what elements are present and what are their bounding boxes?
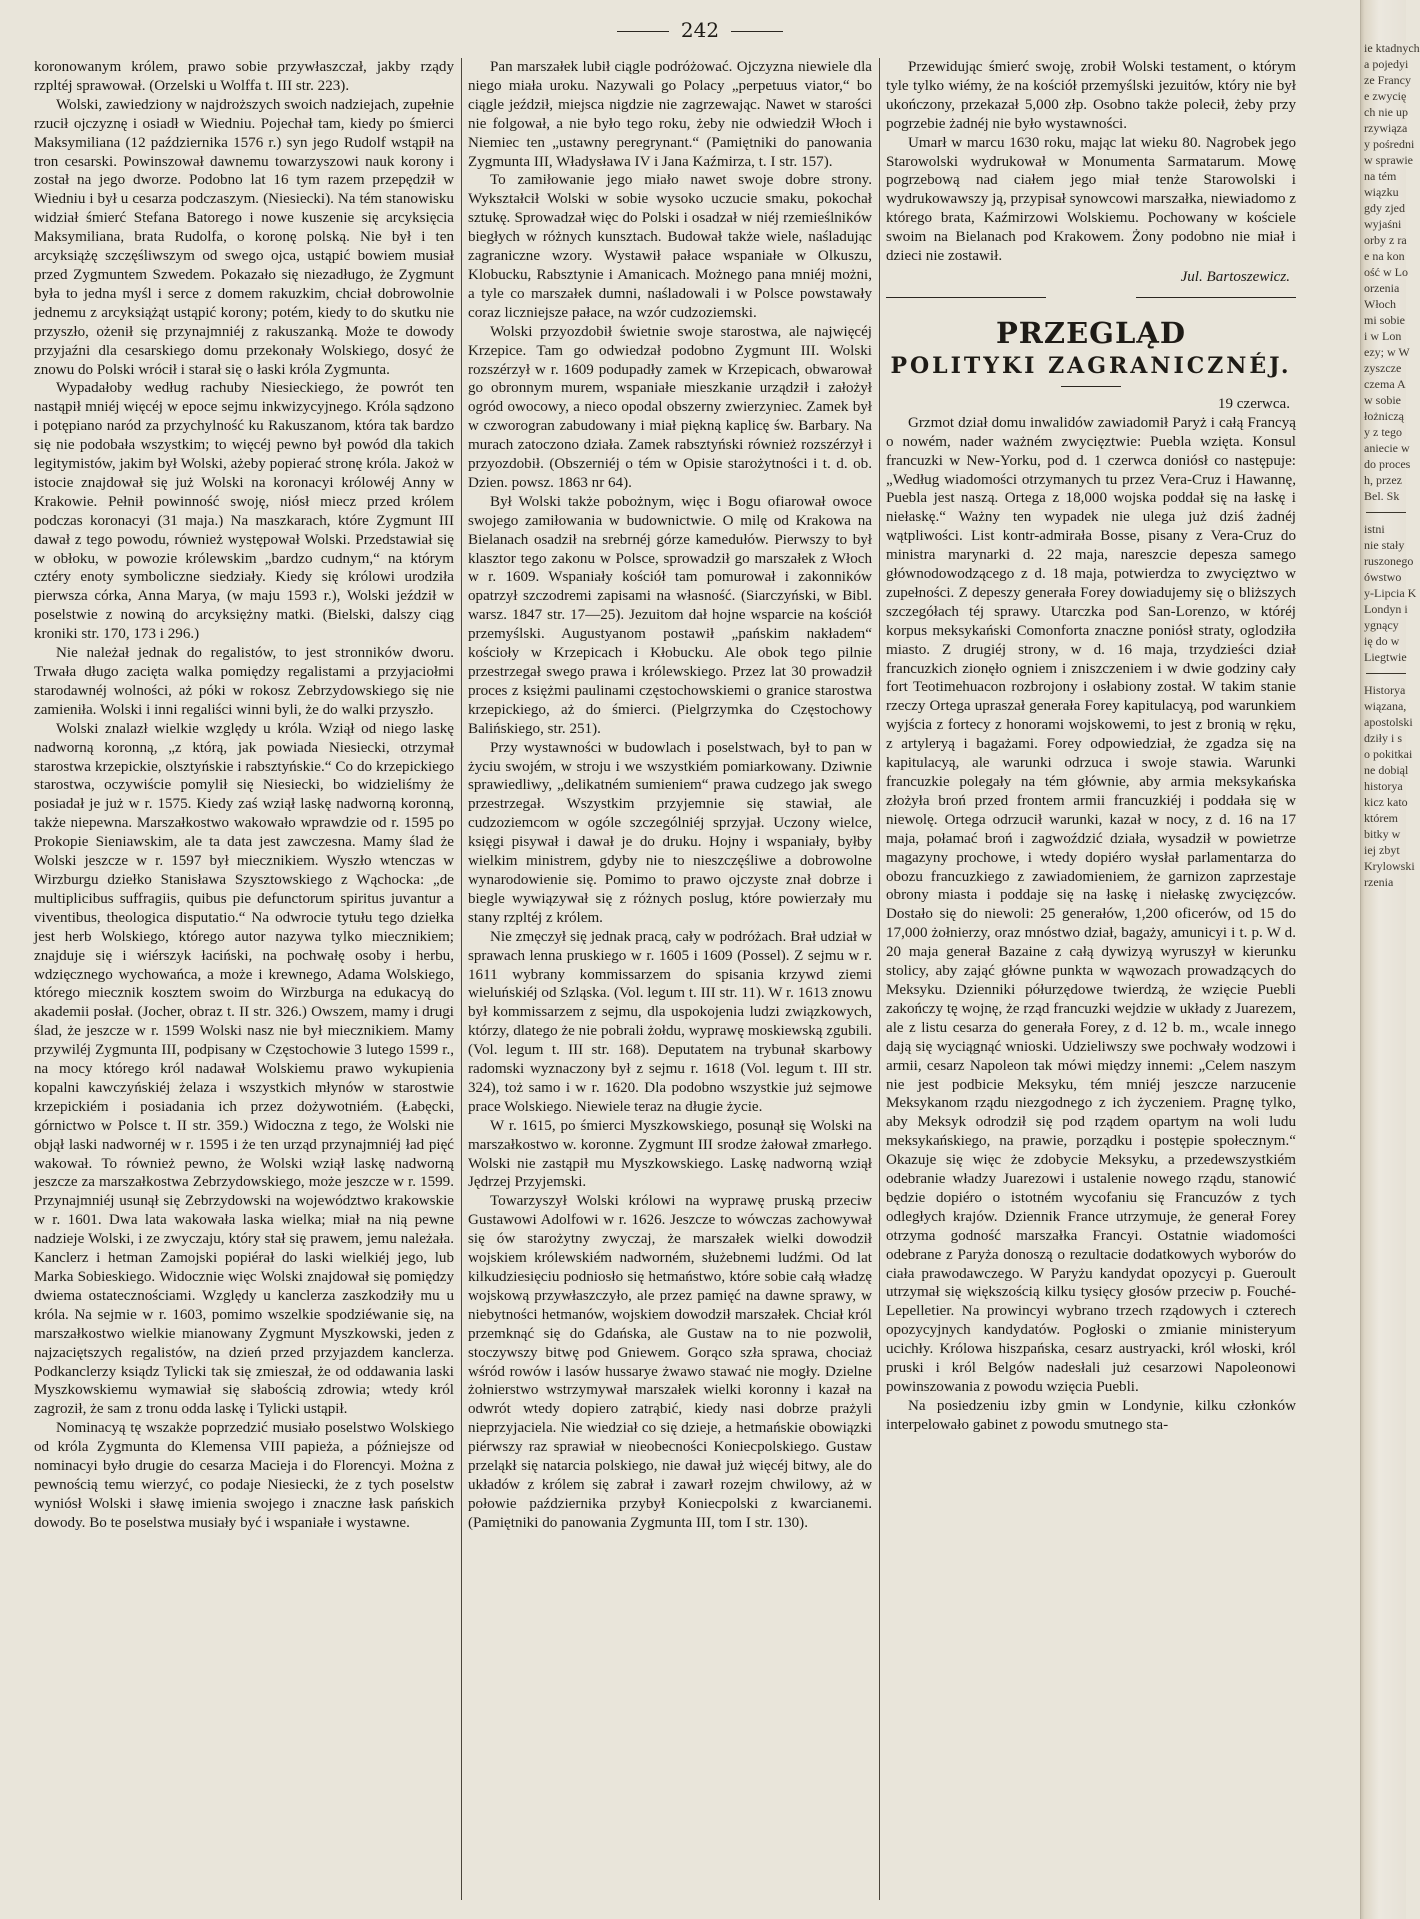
edge-line: y-Lipcia K	[1364, 586, 1417, 600]
article-paragraph: Umarł w marcu 1630 roku, mając lat wieku 80. Nagrobek jego Starowolski wydrukował w Monumenta Sarmatarum. Mowę pogrzebową nad ciałem jego miał tenże Starowolski i wydrukowawszy ją, przypisał synowcowi marszałka, niewiadomo z którego brata, Kaźmirzowi Wolskiemu. Pochowany w kościele swoim na Bielanach pod Krakowem. Żony podobno nie miał i dzieci nie zostawił.	[886, 134, 1296, 265]
header-rule-left	[617, 31, 669, 32]
article-paragraph: Nominacyą tę wszakże poprzedzić musiało poselstwo Wolskiego od króla Zygmunta do Klemensa VIII papieża, a późniejsze od nominacyi było drugie do cesarza Macieja i do Florencyi. Można z pewnością temu wierzyć, co podaje Niesiecki, że z tych poselstw wyniósł Wolski i sławę imienia swojego i znaczne łask pańskich dowody. Bo te poselstwa musiały być i wspaniałe i wystawne.	[34, 1420, 454, 1531]
edge-line: aniecie w	[1364, 441, 1410, 455]
edge-line: y z tego	[1364, 425, 1402, 439]
edge-line: iej zbyt	[1364, 843, 1400, 857]
edge-line: zyszcze	[1364, 361, 1402, 375]
next-page-edge-text	[1361, 0, 1420, 890]
header-rule-right	[731, 31, 783, 32]
edge-line: ezy; w W	[1364, 345, 1410, 359]
section-separator	[886, 287, 1296, 304]
edge-line: istni	[1364, 522, 1385, 536]
article-paragraph: Wolski przyozdobił świetnie swoje starostwa, ale najwięcéj Krzepice. Tam go odwiedzał podobno Zygmunt III. Wolski rozszérzył w r. 1609 podupadły zamek w Krzepicach, obwarował go obronnym murem, wspaniałe mieszkanie urządził i założył ogród owocowy, a nieco opodal obszerny zwierzyniec. Zamek był w czworogran zabudowany i miał piękną kaplicę św. Barbary. Na murach zatoczono działa. Zamek rabsztyński również rozszérzył i przyozdobił. (Obszerniéj o tém w Opisie starożytności i t. d. ob. Dzien. powsz. 1863 nr 64).	[468, 323, 872, 491]
dateline: 19 czerwca.	[1217, 395, 1290, 412]
edge-line: łożniczą	[1364, 409, 1404, 423]
edge-line: którem	[1364, 811, 1398, 825]
edge-rule	[1366, 512, 1406, 513]
column-divider	[461, 58, 462, 1900]
article-paragraph: Wypadałoby według rachuby Niesieckiego, że powrót ten nastąpił mniéj więcéj w epoce sejmu inkwizycyjnego. Króla sądzono i potępiano naród za przychylność ku Rakuszanom, która tak bardzo się nie podobała wszystkim; to więcéj pewno był powód dla takich legitymistów, jakim był Wolski, ażeby popierać stronę króla. Jakoż w istocie znajdował się już Wolski na koronacyi królowéj Anny w Krakowie. Pełnił powinność swoję, niósł miecz przed królem podczas koronacyi (31 maja.) Na maszkarach, które Zygmunt III dawał z tego powodu, również występował Wolski. Przedstawiał się w obłoku, w powozie królewskim „bardzo cudnym,“ na którym cztéry enoty symboliczne siedziały. Kiedy się królowi urodziła pierwsza córka, Anna Marya, (w maju 1593 r.), Wolski jeździł w poselstwie z nowiną do arcyksiężny matki. (Bielski, dalszy ciąg kroniki str. 170, 173 i 296.)	[34, 380, 454, 643]
edge-line: rzywiąza	[1364, 121, 1408, 135]
column-1	[34, 58, 454, 1900]
edge-line: ch nie up	[1364, 105, 1408, 119]
edge-line: ze Francy	[1364, 73, 1411, 87]
section-title: PRZEGLĄD	[996, 315, 1186, 350]
review-paragraph: Grzmot dział domu inwalidów zawiadomił Paryż i całą Francyą o nowém, nader ważném zwycięztwie: Puebla wzięta. Konsul francuzki w New-Yorku, pod d. 1 czerwca doniósł co następuje: „Według wiadomości otrzymanych tu przez Vera-Cruz i Hawannę, Puebla jest naszą. Ortega z 18,000 wojska poddał się na łaskę i niełaskę.“ Ważny ten wypadek nie ulega już dziś żadnéj wątpliwości. List kontr-admirała Bosse, pisany z Vera-Cruz do ministra marynarki d. 22 maja, nareszcie depesza samego głównodowodzącego z d. 18 maja, potwierdza to zwycięztwo w zupełności. Z depeszy generała Forey dowiadujemy się o bliższych szczegółach téj sprawy. Utarczka pod San-Lorenzo, w któréj korpus meksykański Comonforta znaczne poniósł straty, oglodziła miasto. Z drugiéj strony, w d. 16 maja, trzydzieści dział francuzkich zionęło ogniem i zniszczeniem i w dwie godziny cały fort Teotimehuacon rozbrojony i osłabiony został. W takim stanie rzeczy Ortega upraszał generała Forey kapitulacyą, pod warunkiem wyjścia z fortecy z honorami wojskowemi, to jest z bronią w ręku, z artyleryą i bagażami. Forey odpowiedział, że zgadza się na kapitulacyą, ale warunki odrzuca i swoje stawia. Warunki francuzkie polegały na tém głównie, aby armia meksykańska złożyła broń przed frontem armii francuzkiéj i poddała się w niewolę. Ortega odrzucił warunki, kazał w nocy, z d. 16 na 17 maja, połamać broń i zagwoździć działa, wysadził w powietrze magazyny prochowe, i wtedy dopiéro wysłał parlamentarza do obozu francuzkiego z zawiadomieniem, że garnizon zaprzestaje obrony miasta i poddaje się na łaskę i niełaskę zwycięzców. Dostało się do niewoli: 25 generałów, 1,200 oficerów, od 15 do 17,000 żołnierzy, oraz mnóstwo dział, bagaży, amunicyi i t. p. W d. 20 maja generał Bazaine z całą dywizyą wyruszył w kierunku stolicy, aby zająć główne punkta w wąwozach prowadzących do Meksyku. Dzienniki półurzędowe twierdzą, że wzięcie Puebli zakończy tę wojnę, że rząd francuzki wejdzie w układy z Juarezem, ale z listu cesarza do generała Forey, z d. 12 b. m., wcale innego dają się wyciągnąć wnioski. Udzieliwszy swe pochwały wodzowi i armii, cesarz Napoleon tak mówi między innemi: „Celem naszym nie jest podbicie Meksyku, tém mniéj jeszcze narzucenie Meksykanom rządu niezgodnego z ich życzeniem. Pragnę tylko, aby Meksyk odrodził się pod rządem opartym na woli ludu meksykańskiego, na prawie, porządku i postępie społecznym.“ Okazuje się więc że zdobycie Meksyku, a przedewszystkiém odebranie władzy Juarezowi i ustalenie nowego rządu, stanowić będzie dopiéro o istotném wycofaniu się Francuzów z tych odległych krajów. Dziennik France utrzymuje, że generał Forey otrzyma godność marszałka Francyi. Ostatnie wiadomości odebrane z Paryża donoszą o rezultacie dodatkowych wyborów do ciała prawodawczego. W Paryżu kandydat opozycyi p. Gueroult utrzymał się większością kilku tysięcy głosów przeciw p. Fouché-Lepelletier. Na prowincyi wybrano trzech rządowych i czterech opozycyjnych kandydatów. Pogłoski o zmianie ministeryum ucichły. Królowa hiszpańska, cesarz austryacki, król włoski, król pruski i król Belgów nadesłali już cesarzowi Napoleonowi powinszowania z powodu wzięcia Puebli.	[886, 414, 1296, 1395]
separator-rule-left	[886, 297, 1046, 298]
edge-line: ruszonego	[1364, 554, 1414, 568]
article-paragraph: Przewidując śmierć swoję, zrobił Wolski testament, o którym tyle tylko wiémy, że na kościół przemyślski jezuitów, który nie był ukończony, przekazał 5,000 złp. Osobno także polecił, żeby przy pogrzebie żadnéj nie było wystawności.	[886, 59, 1296, 132]
title-rule	[1061, 386, 1121, 387]
edge-line: ie ktadnych	[1364, 41, 1420, 55]
next-page-edge	[1360, 0, 1420, 1919]
edge-line: orzenia	[1364, 281, 1400, 295]
edge-line: Włoch	[1364, 297, 1396, 311]
article-paragraph: Był Wolski także pobożnym, więc i Bogu ofiarował owoce swojego zamiłowania w budownictwie. O milę od Krakowa na Bielanach osadził na srebrnéj górze kamedułów. Pierwszy to był klasztor tego zakonu w Polsce, sprowadził go marszałek z Włoch w r. 1609. Wspaniały kościół tam pomurował i zakonników opatrzył szczodremi zapisami na własność. (Siarczyński, w Bibl. warsz. 1847 str. 17—25). Jezuitom dał hojne wsparcie na kościół przemyślski. Augustyanom postawił „pańskim nakładem“ kościoły w Krzepicach i Kłobucku. Ale obok tego pilnie przestrzegał swego prawa i królewskiego. Przez lat 30 prowadził proces z księżmi paulinami częstochowskiemi o granice starostwa krzepickiego, aż do śmierci. (Pielgrzymka do Częstochowy Balińskiego, str. 251).	[468, 493, 872, 737]
edge-line: orby z ra	[1364, 233, 1407, 247]
edge-line: kicz kato	[1364, 795, 1408, 809]
edge-line: ne dobiąl	[1364, 763, 1409, 777]
edge-rule	[1366, 673, 1406, 674]
article-paragraph: Wolski znalazł wielkie względy u króla. Wziął od niego laskę nadworną koronną, „z którą, jak powiada Niesiecki, otrzymał starostwa krzepickie, olsztyńskie i rabsztyńskie.“ Co do krzepickiego starostwa, oczywiście pomylił się Niesiecki, bo widzieliśmy że posiadał je już w r. 1575. Kiedy zaś wziął laskę nadworną koronną, także niepewna. Marszałkostwo wakowało wprawdzie od r. 1595 po Prokopie Sieniawskim, ale ta data jest zawczesna. Mamy ślad że Wolski jeszcze w r. 1597 był miecznikiem. Wyszło wtenczas w Wirzburgu dziełko Stanisława Szysztowskiego z Wąchocka: „de multiplicibus suffragiis, quibus pie defunctorum spiritus juvantur a viventibus, theologica disputatio.“ Na odwrocie tytułu tego dziełka jest herb Wolskiego, którego autor nazywa tylko miecznikiem; znajduje się i wiérszyk łaciński, na pochwałę osoby i herbu, wdzięcznego wychowańca, a może i krewnego, Adama Wolskiego, którego miecznik kosztem swoim do Wirzburga na edukacyą do akademii posłał. (Jocher, obraz t. II str. 326.) Owszem, mamy i drugi ślad, że jeszcze w r. 1599 Wolski nasz nie był miecznikiem. Mamy przywiléj Zygmunta III, podpisany w Częstochowie 3 lutego 1599 r., na mocy którego król nadawał Wolskiemu prawo wykupienia kopalni kawczyńskiéj żelaza i wszystkich młynów w starostwie krzepickiém i posiadania ich przez dożywotniém. (Łabęcki, górnictwo w Polsce t. II str. 359.) Widoczna z tego, że Wolski nie objął laski nadwornéj w r. 1595 i że ten urząd przynajmniéj ład pięć wakował. To również pewno, że Wolski wziął laskę nadworną jeszcze za marszałkostwa Zebrzydowskiego, może jeszcze w r. 1599. Przynajmniéj usunął się Zebrzydowski na województwo krakowskie w r. 1601. Dwa lata wakowała laska wielka; miał na nią pewne nadzieje Wolski, i ze zwyczaju, który stał się prawem, jemu należała. Kanclerz i hetman Zamojski popiérał do laski wielkiéj jego, lub Marka Sobieskiego. Widocznie więc Wolski znajdował się pomiędzy dwiema ostatecznościami. Względy u kanclerza zaszkodziły mu u króla. Na sejmie w r. 1603, pomimo wszelkie spodziéwanie się, na marszałkostwo wielkie mianowany Zygmunt Myszkowski, jeden z najzaciętszych regalistów, na dzień przed przyjazdem kanclerza. Podkanclerzy ksiądz Tylicki tak się zmieszał, że od oddawania laski Myszkowskiemu wymawiał się słabością zdrowia; wtedy król zagroził, że sam z tronu odda laskę i Tylicki ustąpił.	[34, 720, 454, 1418]
edge-line: Krylowski	[1364, 859, 1415, 873]
edge-line: wiązana,	[1364, 699, 1407, 713]
edge-line: Londyn i	[1364, 602, 1408, 616]
article-signature: Jul. Bartoszewicz.	[1180, 268, 1290, 285]
article-paragraph: Przy wystawności w budowlach i poselstwach, był to pan w życiu swojém, w stroju i we wszystkiém pomiarkowany. Dziwnie sprawiedliwy, „delikatném sumieniem“ prawa cudzego jak swego przestrzegał. Wszystkim przyjemnie się stawiał, ale cudzoziemcom w ogóle szczególniéj sprzyjał. Uczony wielce, księgi pisywał i dawał je do druku. Hojny i wspaniały, byłby wielkim ministrem, gdyby nie to nieszczęśliwe a dobrowolne wynarodowienie się. Pomimo to prawo ojczyste znał dobrze i biegle wywiązywał się z różnych poslug, które powierzały mu stany rzpltéj z królem.	[468, 739, 872, 926]
edge-line: nie stały	[1364, 538, 1405, 552]
article-paragraph: Pan marszałek lubił ciągle podróżować. Ojczyzna niewiele dla niego miała uroku. Nazywali go Polacy „perpetuus viator,“ bo ciągle jeździł, miejsca nigdzie nie zagrzewając. Nawet w starości nie folgował, a nie było tego roku, żeby nie odwiedził Włoch i Niemiec ten „ustawny peregrynant.“ (Pamiętniki do panowania Zygmunta III, Władysława IV i Jana Kaźmirza, t. I str. 157).	[468, 59, 872, 170]
edge-line: mi sobie	[1364, 313, 1405, 327]
edge-line: wyjaśni	[1364, 217, 1402, 231]
review-paragraph: Na posiedzeniu izby gmin w Londynie, kilku członków interpelowało gabinet z powodu smutnego sta-	[886, 1397, 1296, 1433]
edge-line: ygnący	[1364, 618, 1399, 632]
edge-line: Historya	[1364, 683, 1406, 697]
edge-line: ię do w	[1364, 634, 1400, 648]
edge-line: h, przez	[1364, 473, 1402, 487]
edge-line: y pośredni	[1364, 137, 1415, 151]
article-paragraph: To zamiłowanie jego miało nawet swoje dobre strony. Wykształcił Wolski w sobie wysoko uczucie smaku, pokochał sztukę. Sprowadzał więc do Polski i osadzał w niéj rzemieślników biegłych w różnych kunsztach. Budował także wiele, naśladując zagraniczne wzory. Wystawił pałace wspaniałe w Olkuszu, Klobucku, Rabsztynie i Amanicach. Możnego pana mniéj możni, a tyle co marszałek dumni, naśladowali i w Polsce powstawały coraz liczniejsze pałace, na wzór cudzoziemski.	[468, 172, 872, 321]
edge-line: o pokitkai	[1364, 747, 1413, 761]
edge-line: apostolski	[1364, 715, 1413, 729]
article-paragraph: W r. 1615, po śmierci Myszkowskiego, posunął się Wolski na marszałkostwo w. koronne. Zygmunt III srodze żałował zmarłego. Wolski nie zastąpił mu Myszkowskiego. Laskę nadworną wziął Jędrzej Przyjemski.	[468, 1117, 872, 1191]
page-number: 242	[680, 18, 720, 42]
article-paragraph: koronowanym królem, prawo sobie przywłaszczał, jakby rządy rzpltéj sprawował. (Orzelski u Wolffa t. III str. 223).	[34, 59, 454, 94]
edge-line: e na kon	[1364, 249, 1405, 263]
edge-line: e zwycię	[1364, 89, 1407, 103]
edge-line: rzenia	[1364, 875, 1394, 889]
edge-line: i w Lon	[1364, 329, 1402, 343]
article-paragraph: Towarzyszył Wolski królowi na wyprawę pruską przeciw Gustawowi Adolfowi w r. 1626. Jeszcze to wówczas zachowywał się ów starożytny zwyczaj, że marszałek wielki dowodził wojskiem królewskiém nadworném, służebnemi ludźmi. Od lat kilkudziesięciu podniosło się hetmaństwo, które sobie całą władzę wojskową przywłaszczyło, ale przez pamięć na dawne sprawy, w niebytności hetmanów, wojskiem dowodził marszałek. Chciał król przemknąć się do Gdańska, ale Gustaw na to nie pozwolił, stoczywszy bitwę pod Gniewem. Gorąco szła sprawa, chociaż wśród rowów i lasów hussarye żwawo stawać nie mogły. Dzielne żołnierstwo wstrzymywał marszałek wielki koronny i kazał na odwrót wtedy dopiero zatrąbić, kiedy nasi dobrze prażyli nieprzyjaciela. Nie wiedział co się dzieje, a hetmańskie obowiązki piérwszy raz sprawiał w nieobecności Koniecpolskiego. Gustaw przeląkł się natarcia polskiego, nie dawał już więcéj bitwy, ale do układów z królem się zabrał i zawarł rozejm chwilowy, aż w połowie października przybył Koniecpolski z kwarcianemi. (Pamiętniki do panowania Zygmunta III, tom I str. 130).	[468, 1193, 872, 1531]
edge-line: w sprawie	[1364, 153, 1413, 167]
edge-line: na tém	[1364, 169, 1397, 183]
edge-line: w sobie	[1364, 393, 1401, 407]
article-paragraph: Nie zmęczył się jednak pracą, cały w podróżach. Brał udział w sprawach lenna pruskiego w r. 1605 i 1609 (Possel). Z sejmu w r. 1611 wybrany kommissarzem do spisania krzywd ziemi wieluńskiéj od Szląska. (Vol. legum t. III str. 11). W r. 1613 znowu był kommissarzem z sejmu, dla uspokojenia ludzi związkowych, którzy, dlatego że nie pobrali żołdu, wyprawę moskiewską zgubili. (Vol. legum t. III str. 168). Deputatem na trybunał skarbowy radomski wyznaczony był z sejmu r. 1618 (Vol. legum t. III str. 324), toż samo i w r. 1620. Dla podobno wszystkie już sejmowe prace Wolskiego. Niewiele teraz na długie życie.	[468, 928, 872, 1115]
column-divider	[879, 58, 880, 1900]
edge-line: czema A	[1364, 377, 1406, 391]
edge-line: bitky w	[1364, 827, 1401, 841]
column-3	[886, 58, 1296, 1900]
column-2	[468, 58, 872, 1900]
edge-line: wiązku	[1364, 185, 1399, 199]
edge-line: ówstwo	[1364, 570, 1402, 584]
edge-line: gdy zjed	[1364, 201, 1405, 215]
separator-rule-right	[1136, 297, 1296, 298]
edge-line: do proces	[1364, 457, 1411, 471]
article-paragraph: Wolski, zawiedziony w najdroższych swoich nadziejach, zupełnie rzucił ojczyznę i osiadł w Wiedniu. Pojechał tam, kiedy po śmierci Maksymiliana (12 października 1576 r.) syn jego Rudolf wstąpił na tron cesarski. Powinszował dawnemu towarzyszowi nauk korony i został na jego dworze. Podobno lat 16 tym razem przepędził w Wiedniu i był u cesarza podczaszym. (Niesiecki). Na tém stanowisku widział śmierć Stefana Batorego i nowe kuszenie się arcyksięcia Maksymiliana, brata Rudolfa, o koronę polską. Nie był i ten arcyksiążę szczęśliwszym od swego ojca, ustąpić bowiem musiał przed Zygmuntem Szwedem. Pokazało się niezadługo, że Zygmunt była to jedna myśl i serce z domem rakuzkim, chciał dobrowolnie jednemu z arcyksiążąt ustąpić korony; potém, kiedy to do skutku nie przyszło, ożenił się przynajmniéj z rakuszanką. Może te dowody przyjaźni dla cesarskiego domu przekonały Wolskiego, dosyć że znowu do Polski wrócił i starał się o łaski króla Zygmunta.	[34, 96, 454, 378]
edge-line: ość w Lo	[1364, 265, 1408, 279]
edge-line: a pojedyi	[1364, 57, 1409, 71]
edge-line: Liegtwie	[1364, 650, 1407, 664]
page-header	[570, 18, 830, 42]
edge-line: Bel. Sk	[1364, 489, 1400, 503]
edge-line: dziły i s	[1364, 731, 1402, 745]
article-paragraph: Nie należał jednak do regalistów, to jest stronników dworu. Trwała długo zacięta walka pomiędzy regalistami a przyjaciołmi starodawnéj wolności, aż póki w rokosz Zebrzydowskiego się nie zamieniła. Wolski i inni regaliści winni byli, że do walki przyszło.	[34, 645, 454, 718]
edge-line: historya	[1364, 779, 1403, 793]
section-subtitle: POLITYKI ZAGRANICZNÉJ.	[890, 352, 1292, 379]
